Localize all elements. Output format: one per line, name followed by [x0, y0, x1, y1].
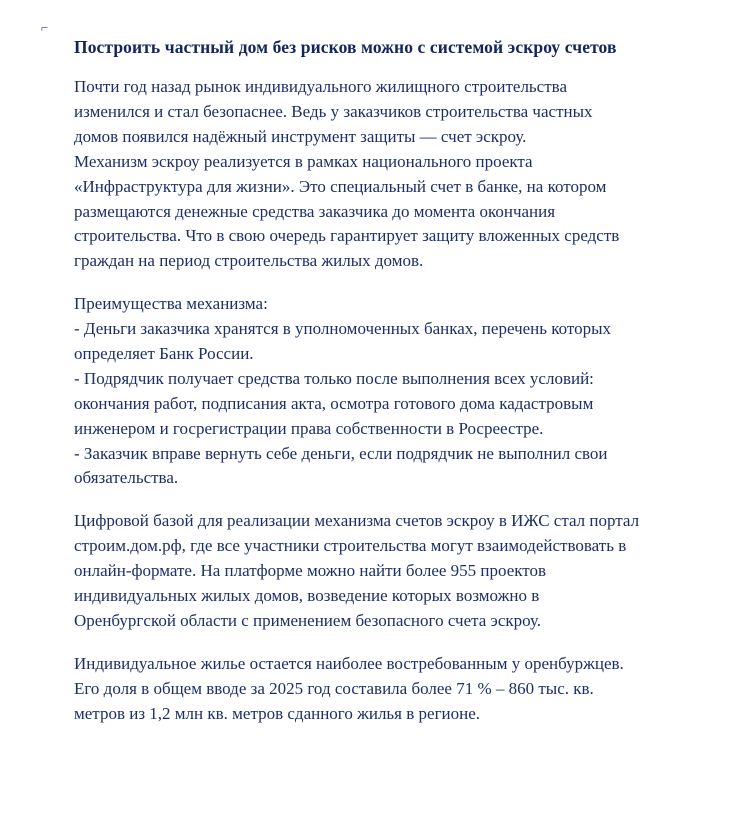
document-body	[74, 36, 704, 726]
paragraph-text	[74, 652, 704, 727]
text-line: онлайн-формате. На платформе можно найти более 955 проектов	[74, 561, 547, 581]
text-line: метров из 1,2 млн кв. метров сданного жилья в регионе.	[74, 703, 481, 723]
paragraph-intro	[74, 75, 704, 274]
text-line: Оренбургской области с применением безопасного счета эскроу.	[74, 610, 542, 630]
text-line: изменился и стал безопаснее. Ведь у заказчиков строительства частных	[74, 101, 593, 121]
text-line: - Заказчик вправе вернуть себе деньги, если подрядчик не выполнил свои	[74, 443, 608, 463]
text-line: Цифровой базой для реализации механизма счетов эскроу в ИЖС стал портал	[74, 511, 640, 531]
text-line: Его доля в общем вводе за 2025 год составила более 71 % – 860 тыс. кв.	[74, 678, 594, 698]
text-line: окончания работ, подписания акта, осмотра готового дома кадастровым	[74, 393, 594, 413]
text-line: определяет Банк России.	[74, 344, 254, 363]
text-line: Преимущества механизма:	[74, 294, 268, 314]
page-title: Построить частный дом без рисков можно с системой эскроу счетов	[74, 37, 617, 57]
text-cursor-icon: ⌐	[41, 20, 49, 35]
text-line: индивидуальных жилых домов, возведение которых возможно в	[74, 586, 540, 606]
text-line: - Деньги заказчика хранятся в уполномоченных банках, перечень которых	[74, 319, 612, 339]
text-line: - Подрядчик получает средства только после выполнения всех условий:	[74, 368, 594, 388]
paragraph-text	[74, 509, 704, 633]
paragraph-platform	[74, 509, 704, 633]
text-line: размещаются денежные средства заказчика до момента окончания	[74, 201, 556, 221]
text-line: домов появился надёжный инструмент защиты — счет эскроу.	[74, 126, 527, 146]
text-line: Почти год назад рынок индивидуального жилищного строительства	[74, 77, 567, 97]
text-line: обязательства.	[74, 468, 179, 488]
paragraph-text	[74, 292, 704, 491]
text-line: строительства. Что в свою очередь гарантирует защиту вложенных средств	[74, 226, 620, 246]
text-line: инженером и госрегистрации права собственности в Росреестре.	[74, 418, 544, 438]
paragraph-text	[74, 75, 704, 274]
paragraph-advantages	[74, 292, 704, 491]
text-line: «Инфраструктура для жизни». Это специальный счет в банке, на котором	[74, 176, 607, 196]
text-line: строим.дом.рф, где все участники строительства могут взаимодействовать в	[74, 536, 627, 556]
paragraph-statistics	[74, 652, 704, 727]
text-line: Индивидуальное жилье остается наиболее востребованным у оренбуржцев.	[74, 653, 624, 673]
text-line: граждан на период строительства жилых домов.	[74, 251, 424, 271]
text-line: Механизм эскроу реализуется в рамках национального проекта	[74, 151, 533, 171]
